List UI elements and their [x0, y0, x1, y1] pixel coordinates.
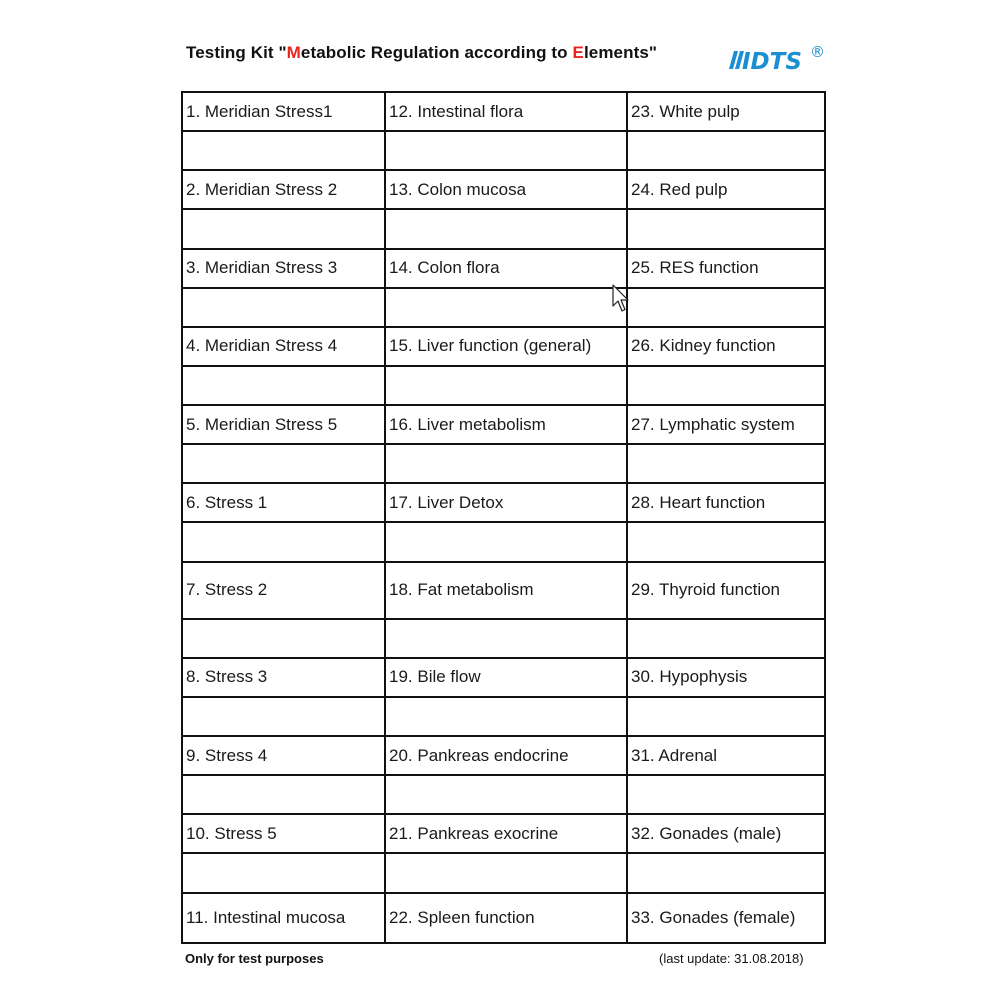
table-row [182, 405, 825, 444]
table-row [182, 893, 825, 943]
test-item-cell: 27. Lymphatic system [627, 405, 825, 444]
test-item-cell: 25. RES function [627, 249, 825, 288]
blank-entry-cell[interactable] [182, 522, 385, 561]
title-text: Testing Kit " [186, 43, 287, 62]
blank-entry-cell[interactable] [182, 853, 385, 892]
test-item-cell: 9. Stress 4 [182, 736, 385, 775]
blank-entry-cell[interactable] [627, 444, 825, 483]
table-row [182, 814, 825, 853]
blank-entry-cell[interactable] [385, 131, 627, 170]
test-item-cell: 23. White pulp [627, 92, 825, 131]
blank-entry-cell[interactable] [385, 288, 627, 327]
test-item-cell: 32. Gonades (male) [627, 814, 825, 853]
blank-entry-cell[interactable] [627, 775, 825, 814]
test-item-cell: 12. Intestinal flora [385, 92, 627, 131]
test-item-cell: 13. Colon mucosa [385, 170, 627, 209]
test-item-cell: 14. Colon flora [385, 249, 627, 288]
title-text: etabolic Regulation according to [300, 43, 573, 62]
blank-entry-cell[interactable] [385, 697, 627, 736]
blank-entry-cell[interactable] [627, 131, 825, 170]
table-row [182, 562, 825, 619]
test-item-cell: 1. Meridian Stress1 [182, 92, 385, 131]
test-list-table [181, 91, 826, 944]
test-item-cell: 22. Spleen function [385, 893, 627, 943]
footer-note: Only for test purposes [185, 951, 324, 966]
blank-entry-cell[interactable] [627, 619, 825, 658]
blank-entry-cell[interactable] [182, 209, 385, 248]
blank-row [182, 209, 825, 248]
test-item-cell: 16. Liver metabolism [385, 405, 627, 444]
logo-text: IDTS [742, 49, 802, 72]
test-item-cell: 24. Red pulp [627, 170, 825, 209]
table-row [182, 92, 825, 131]
test-item-cell: 10. Stress 5 [182, 814, 385, 853]
test-item-cell: 26. Kidney function [627, 327, 825, 366]
blank-entry-cell[interactable] [385, 522, 627, 561]
test-item-cell: 33. Gonades (female) [627, 893, 825, 943]
table-row [182, 170, 825, 209]
test-item-cell: 4. Meridian Stress 4 [182, 327, 385, 366]
title-text: lements" [583, 43, 658, 62]
blank-row [182, 775, 825, 814]
table-row [182, 483, 825, 522]
test-item-cell: 30. Hypophysis [627, 658, 825, 697]
test-item-cell: 7. Stress 2 [182, 562, 385, 619]
blank-entry-cell[interactable] [627, 697, 825, 736]
blank-entry-cell[interactable] [182, 288, 385, 327]
blank-entry-cell[interactable] [385, 366, 627, 405]
page-title [186, 43, 657, 63]
table-row [182, 327, 825, 366]
test-item-cell: 20. Pankreas endocrine [385, 736, 627, 775]
blank-entry-cell[interactable] [385, 619, 627, 658]
blank-entry-cell[interactable] [182, 619, 385, 658]
table-row [182, 658, 825, 697]
blank-entry-cell[interactable] [627, 209, 825, 248]
test-item-cell: 31. Adrenal [627, 736, 825, 775]
blank-entry-cell[interactable] [627, 522, 825, 561]
dts-logo [728, 40, 828, 72]
title-highlight-letter: E [572, 43, 584, 62]
blank-entry-cell[interactable] [627, 366, 825, 405]
test-item-cell: 2. Meridian Stress 2 [182, 170, 385, 209]
test-item-cell: 5. Meridian Stress 5 [182, 405, 385, 444]
blank-entry-cell[interactable] [627, 853, 825, 892]
test-item-cell: 28. Heart function [627, 483, 825, 522]
test-item-cell: 17. Liver Detox [385, 483, 627, 522]
test-item-cell: 19. Bile flow [385, 658, 627, 697]
blank-row [182, 619, 825, 658]
test-item-cell: 6. Stress 1 [182, 483, 385, 522]
table-row [182, 736, 825, 775]
blank-row [182, 697, 825, 736]
blank-row [182, 853, 825, 892]
blank-entry-cell[interactable] [182, 131, 385, 170]
blank-entry-cell[interactable] [182, 444, 385, 483]
last-update-label: (last update: 31.08.2018) [659, 951, 804, 966]
blank-entry-cell[interactable] [182, 366, 385, 405]
test-item-cell: 29. Thyroid function [627, 562, 825, 619]
test-item-cell: 18. Fat metabolism [385, 562, 627, 619]
logo-registered-mark: ® [810, 43, 825, 61]
blank-entry-cell[interactable] [385, 444, 627, 483]
test-item-cell: 21. Pankreas exocrine [385, 814, 627, 853]
mouse-pointer-icon [612, 284, 632, 314]
blank-row [182, 366, 825, 405]
test-item-cell: 11. Intestinal mucosa [182, 893, 385, 943]
blank-entry-cell[interactable] [385, 853, 627, 892]
title-highlight-letter: M [286, 43, 301, 62]
blank-entry-cell[interactable] [385, 209, 627, 248]
blank-row [182, 522, 825, 561]
blank-entry-cell[interactable] [385, 775, 627, 814]
blank-row [182, 131, 825, 170]
test-item-cell: 8. Stress 3 [182, 658, 385, 697]
blank-entry-cell[interactable] [182, 697, 385, 736]
blank-entry-cell[interactable] [627, 288, 825, 327]
test-item-cell: 15. Liver function (general) [385, 327, 627, 366]
blank-row [182, 288, 825, 327]
test-item-cell: 3. Meridian Stress 3 [182, 249, 385, 288]
blank-entry-cell[interactable] [182, 775, 385, 814]
table-row [182, 249, 825, 288]
blank-row [182, 444, 825, 483]
